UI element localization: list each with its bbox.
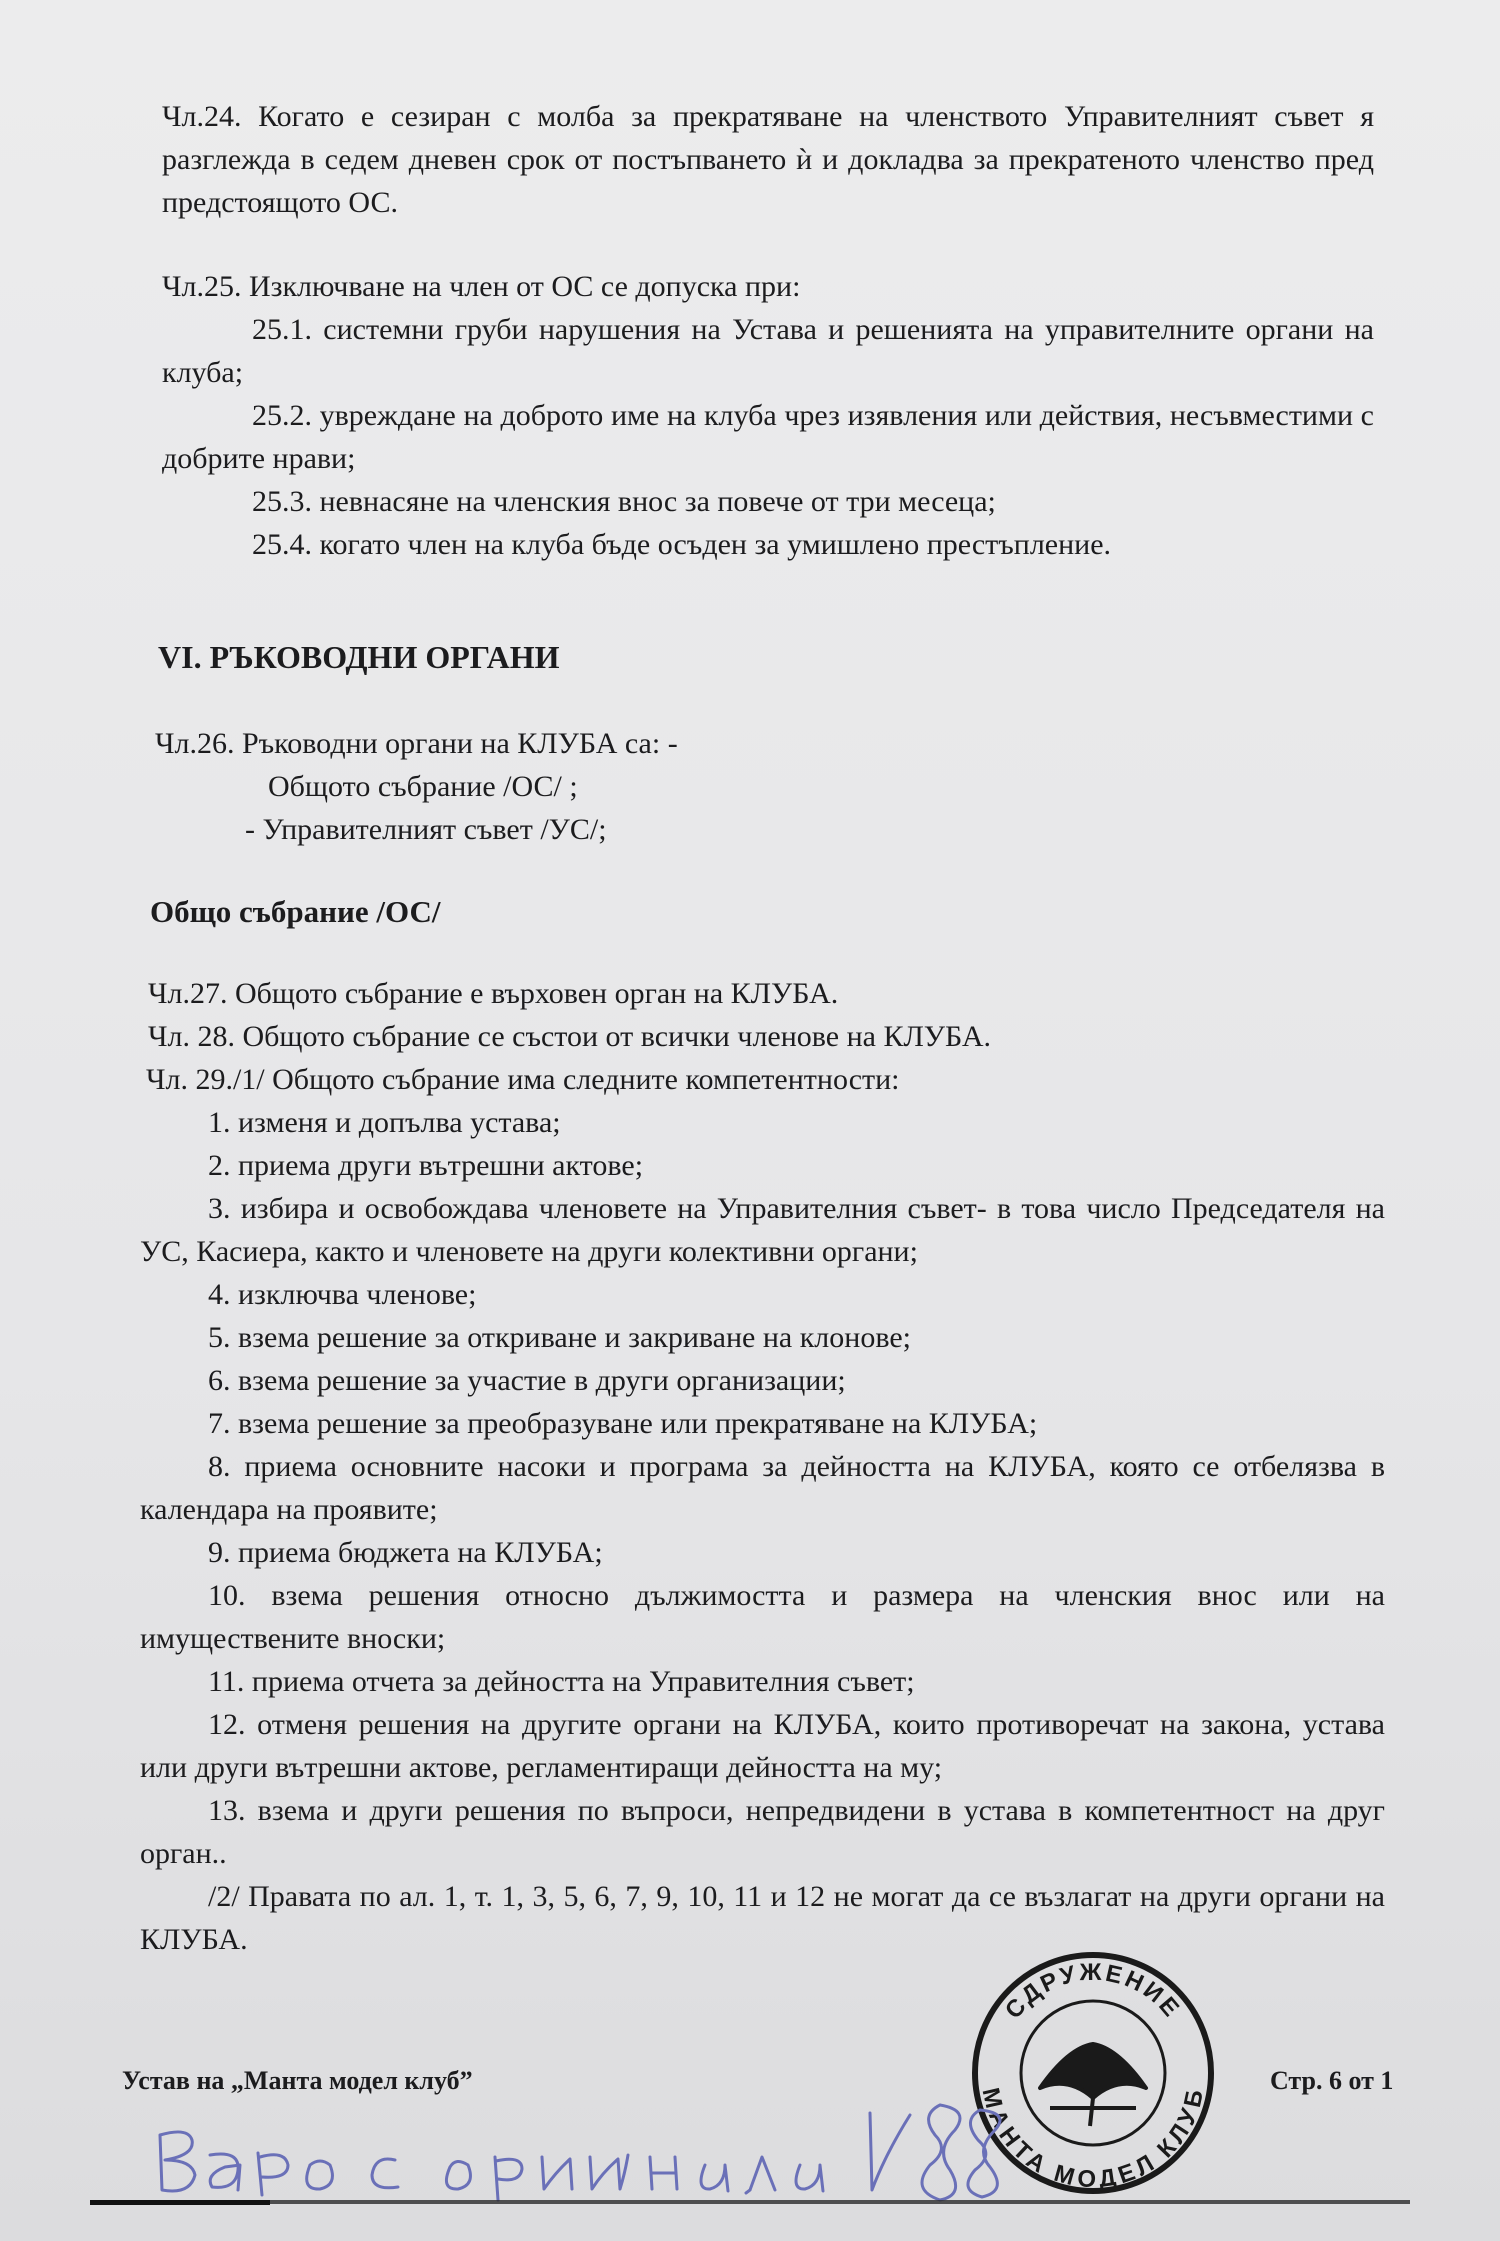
article-29-item: 9. приема бюджета на КЛУБА; (208, 1536, 603, 1569)
article-29-paragraph-2: /2/ Правата по ал. 1, т. 1, 3, 5, 6, 7, 9, 10, 11 и 12 не могат да се възлагат на други органи на КЛУБА. (140, 1880, 1385, 1956)
article-24: Чл.24. Когато е сезиран с молба за прекратяване на членството Управителният съвет я разглежда в седем дневен срок от постъпването ѝ и докладва за прекратеното членство пред предстоящото ОС. (162, 100, 1374, 219)
footer-title: Устав на „Манта модел клуб” (122, 2066, 473, 2095)
article-29-item: 10. взема решения относно дължимостта и размера на членския внос или на имуществените вноски; (140, 1579, 1385, 1655)
article-29-item: 1. изменя и допълва устава; (208, 1106, 561, 1139)
footer-page-number: Стр. 6 от 1 (1270, 2066, 1394, 2095)
stamp-top-text: СДРУЖЕНИЕ (999, 1958, 1187, 2025)
manta-emblem-icon (1040, 2044, 1146, 2126)
article-28: Чл. 28. Общото събрание се състои от всички членове на КЛУБА. (148, 1020, 992, 1053)
handwritten-certification-signature (150, 2095, 1020, 2205)
article-26-item: Общото събрание /ОС/ ; (268, 770, 578, 803)
bottom-rule-accent (90, 2200, 270, 2205)
article-29-list (140, 1101, 1385, 1961)
article-29-item: 13. взема и други решения по въпроси, непредвидени в устава в компетентност на друг орган.. (140, 1794, 1385, 1870)
article-26-item: - Управителният съвет /УС/; (245, 813, 607, 846)
subsection-title: Общо събрание /ОС/ (150, 894, 441, 929)
article-29-item: 8. приема основните насоки и програма за дейността на КЛУБА, която се отбелязва в календара на проявите; (140, 1450, 1385, 1526)
article-27: Чл.27. Общото събрание е върховен орган на КЛУБА. (148, 977, 839, 1010)
article-29-item: 4. изключва членове; (208, 1278, 477, 1311)
article-26-intro: Чл.26. Ръководни органи на КЛУБА са: - (155, 727, 678, 760)
article-29-intro: Чл. 29./1/ Общото събрание има следните компетентности: (146, 1063, 900, 1096)
article-29-item: 11. приема отчета за дейността на Управителния съвет; (208, 1665, 915, 1698)
section-title: VI. РЪКОВОДНИ ОРГАНИ (158, 639, 560, 675)
article-29-item: 3. избира и освобождава членовете на Управителния съвет- в това число Председателя на УС, Касиера, както и членовете на други колективни органи; (140, 1192, 1385, 1268)
article-29-item: 12. отменя решения на другите органи на КЛУБА, които противоречат на закона, устава или други вътрешни актове, регламентиращи дейността на му; (140, 1708, 1385, 1784)
bottom-rule (90, 2200, 1410, 2204)
article-29-item: 6. взема решение за участие в други организации; (208, 1364, 846, 1397)
article-25-item: 25.3. невнасяне на членския внос за повече от три месеца; (252, 485, 996, 518)
article-25-intro: Чл.25. Изключване на член от ОС се допуска при: (162, 270, 801, 303)
article-25-item: 25.2. увреждане на доброто име на клуба чрез изявления или действия, несъвместими с добрите нрави; (162, 399, 1374, 475)
article-29-item: 2. приема други вътрешни актове; (208, 1149, 644, 1182)
article-25-item: 25.4. когато член на клуба бъде осъден за умишлено престъпление. (252, 528, 1112, 561)
stamp-bottom-text: МАНТА МОДЕЛ КЛУБ (976, 2085, 1210, 2194)
article-29-item: 7. взема решение за преобразуване или прекратяване на КЛУБА; (208, 1407, 1038, 1440)
article-29-item: 5. взема решение за откриване и закриване на клонове; (208, 1321, 911, 1354)
article-25-item: 25.1. системни груби нарушения на Устава и решенията на управителните органи на клуба; (162, 313, 1374, 389)
